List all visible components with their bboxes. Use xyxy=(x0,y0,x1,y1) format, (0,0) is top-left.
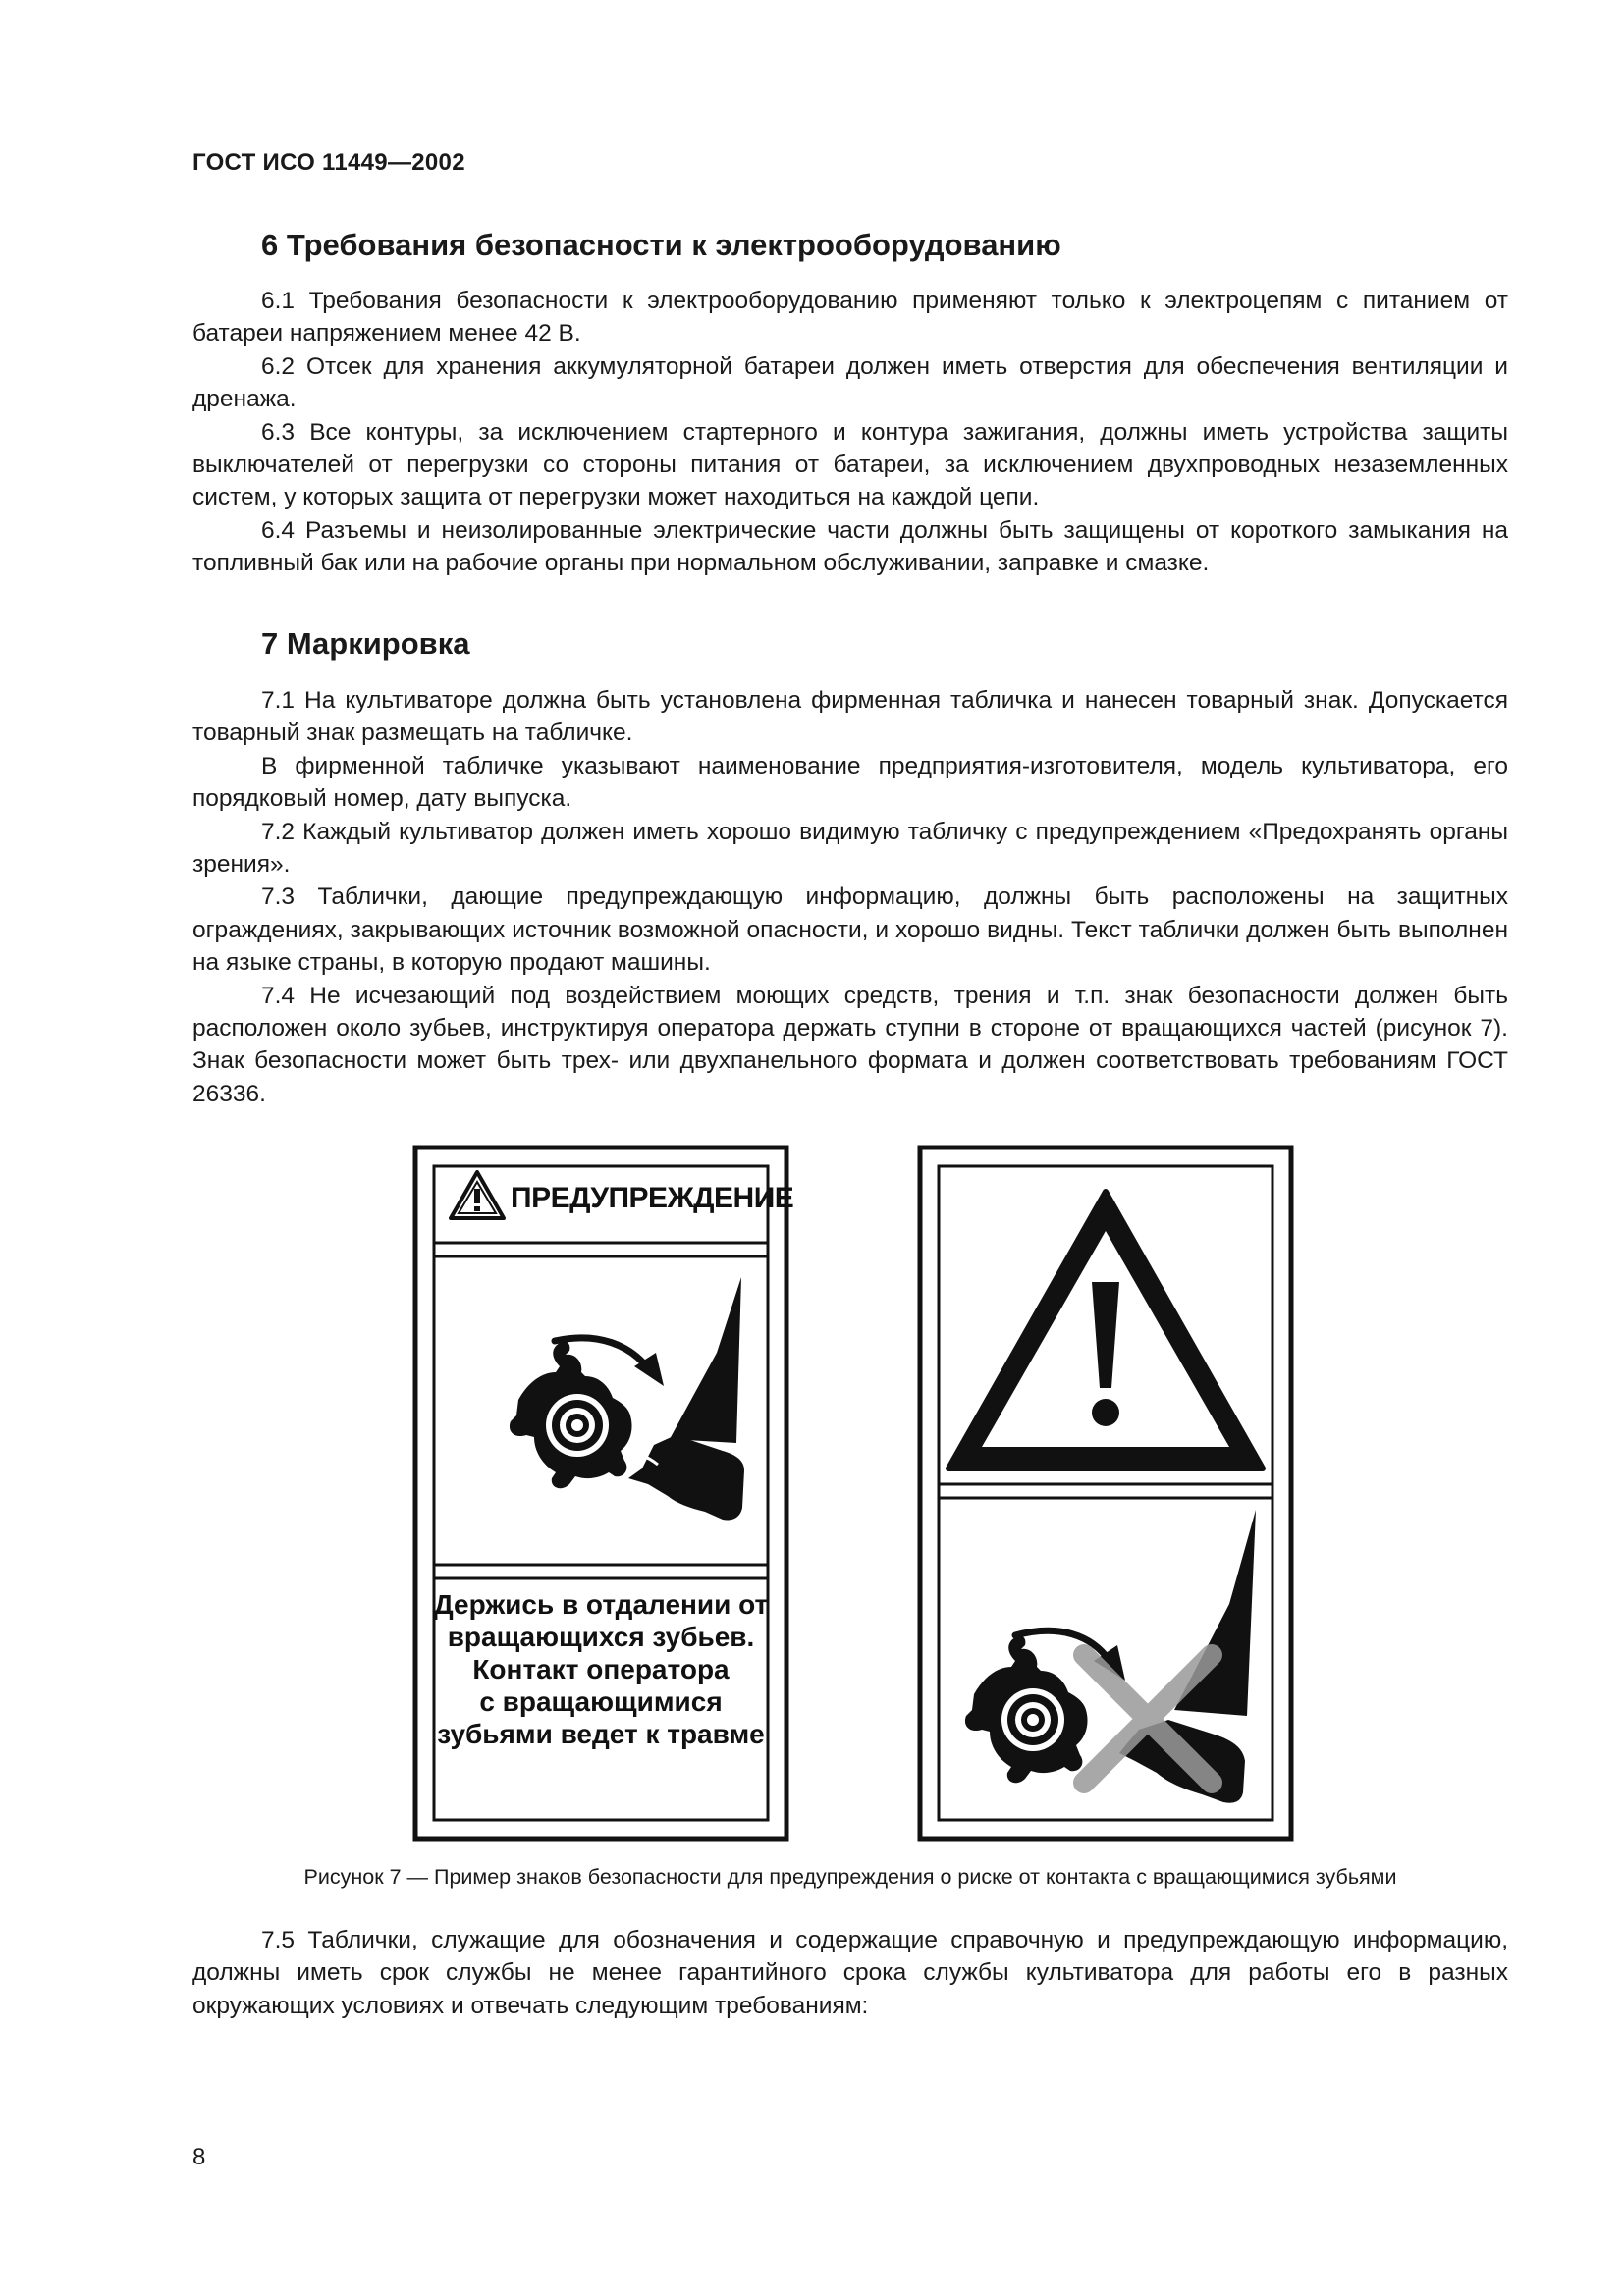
warning-text-line: Контакт оператора xyxy=(472,1654,730,1684)
figure-caption: Рисунок 7 — Пример знаков безопасности для предупреждения о риске от контакта с вращающимися зубьями xyxy=(303,1865,1397,1889)
warning-text-line: зубьями ведет к травме xyxy=(437,1719,765,1749)
warning-sign-right-graphic xyxy=(917,1145,1294,1842)
paragraph-7-1: 7.1 На культиваторе должна быть установлена фирменная табличка и нанесен товарный знак. Допускается товарный знак размещать на табличке. xyxy=(192,687,1508,747)
warning-text-line: с вращающимися xyxy=(479,1686,723,1717)
rotating-tines-icon xyxy=(965,1635,1088,1783)
paragraph-7-2: 7.2 Каждый культиватор должен иметь хорошо видимую табличку с предупреждением «Предохранять органы зрения». xyxy=(192,818,1508,879)
section-6-body xyxy=(192,285,1508,580)
paragraph-6-1: 6.1 Требования безопасности к электрооборудованию применяют только к электроцепям с питанием от батареи напряжением менее 42 В. xyxy=(192,288,1508,347)
section-6-title: 6 Требования безопасности к электрооборудованию xyxy=(261,228,1061,262)
section-7-continued xyxy=(192,1924,1508,2022)
section-7-title: 7 Маркировка xyxy=(261,626,470,661)
rotating-tines-icon xyxy=(510,1341,632,1488)
warning-sign-title: ПРЕДУПРЕЖДЕНИЕ xyxy=(511,1182,794,1214)
paragraph-7-3: 7.3 Таблички, дающие предупреждающую информацию, должны быть расположены на защитных ограждениях, закрывающих источник возможной опасности, и хорошо видны. Текст таблички должен быть выполнен на языке страны, в которую продают машины. xyxy=(192,883,1508,977)
paragraph-6-3: 6.3 Все контуры, за исключением стартерного и контура зажигания, должны иметь устройства защиты выключателей от перегрузки со стороны питания от батареи, за исключением двухпроводных незаземленных систем, у которых защита от перегрузки может находиться на каждой цепи. xyxy=(192,418,1508,511)
section-7-body xyxy=(192,684,1508,1110)
warning-text-line: Держись в отдалении от xyxy=(433,1589,769,1620)
page-number: 8 xyxy=(192,2144,206,2170)
paragraph-7-4: 7.4 Не исчезающий под воздействием моющих средств, трения и т.п. знак безопасности должен быть расположен около зубьев, инструктируя оператора держать ступни в стороне от вращающихся частей (рисунок 7). Знак безопасности может быть трех- или двухпанельного формата и должен соответствовать требованиям ГОСТ 26336. xyxy=(192,982,1508,1107)
paragraph-6-4: 6.4 Разъемы и неизолированные электрические части должны быть защищены от короткого замыкания на топливный бак или на рабочие органы при нормальном обслуживании, заправке и смазке. xyxy=(192,516,1508,577)
warning-sign-right xyxy=(917,1145,1294,1842)
warning-sign-text xyxy=(412,1588,789,1750)
small-warning-triangle-icon xyxy=(451,1172,504,1218)
document-header: ГОСТ ИСО 11449—2002 xyxy=(192,149,465,176)
paragraph-6-2: 6.2 Отсек для хранения аккумуляторной батареи должен иметь отверстия для обеспечения вентиляции и дренажа. xyxy=(192,352,1508,413)
large-warning-triangle-icon xyxy=(948,1192,1263,1468)
warning-sign-left xyxy=(412,1145,794,1842)
warning-text-line: вращающихся зубьев. xyxy=(447,1622,755,1652)
guard-and-foot-icon xyxy=(624,1277,744,1521)
paragraph-7-1-plate: В фирменной табличке указывают наименование предприятия-изготовителя, модель культиватора, его порядковый номер, дату выпуска. xyxy=(192,752,1508,813)
paragraph-7-5: 7.5 Таблички, служащие для обозначения и содержащие справочную и предупреждающую информацию, должны иметь срок службы не менее гарантийного срока службы культиватора для работы его в разных окружающих условиях и отвечать следующим требованиям: xyxy=(192,1927,1508,2019)
